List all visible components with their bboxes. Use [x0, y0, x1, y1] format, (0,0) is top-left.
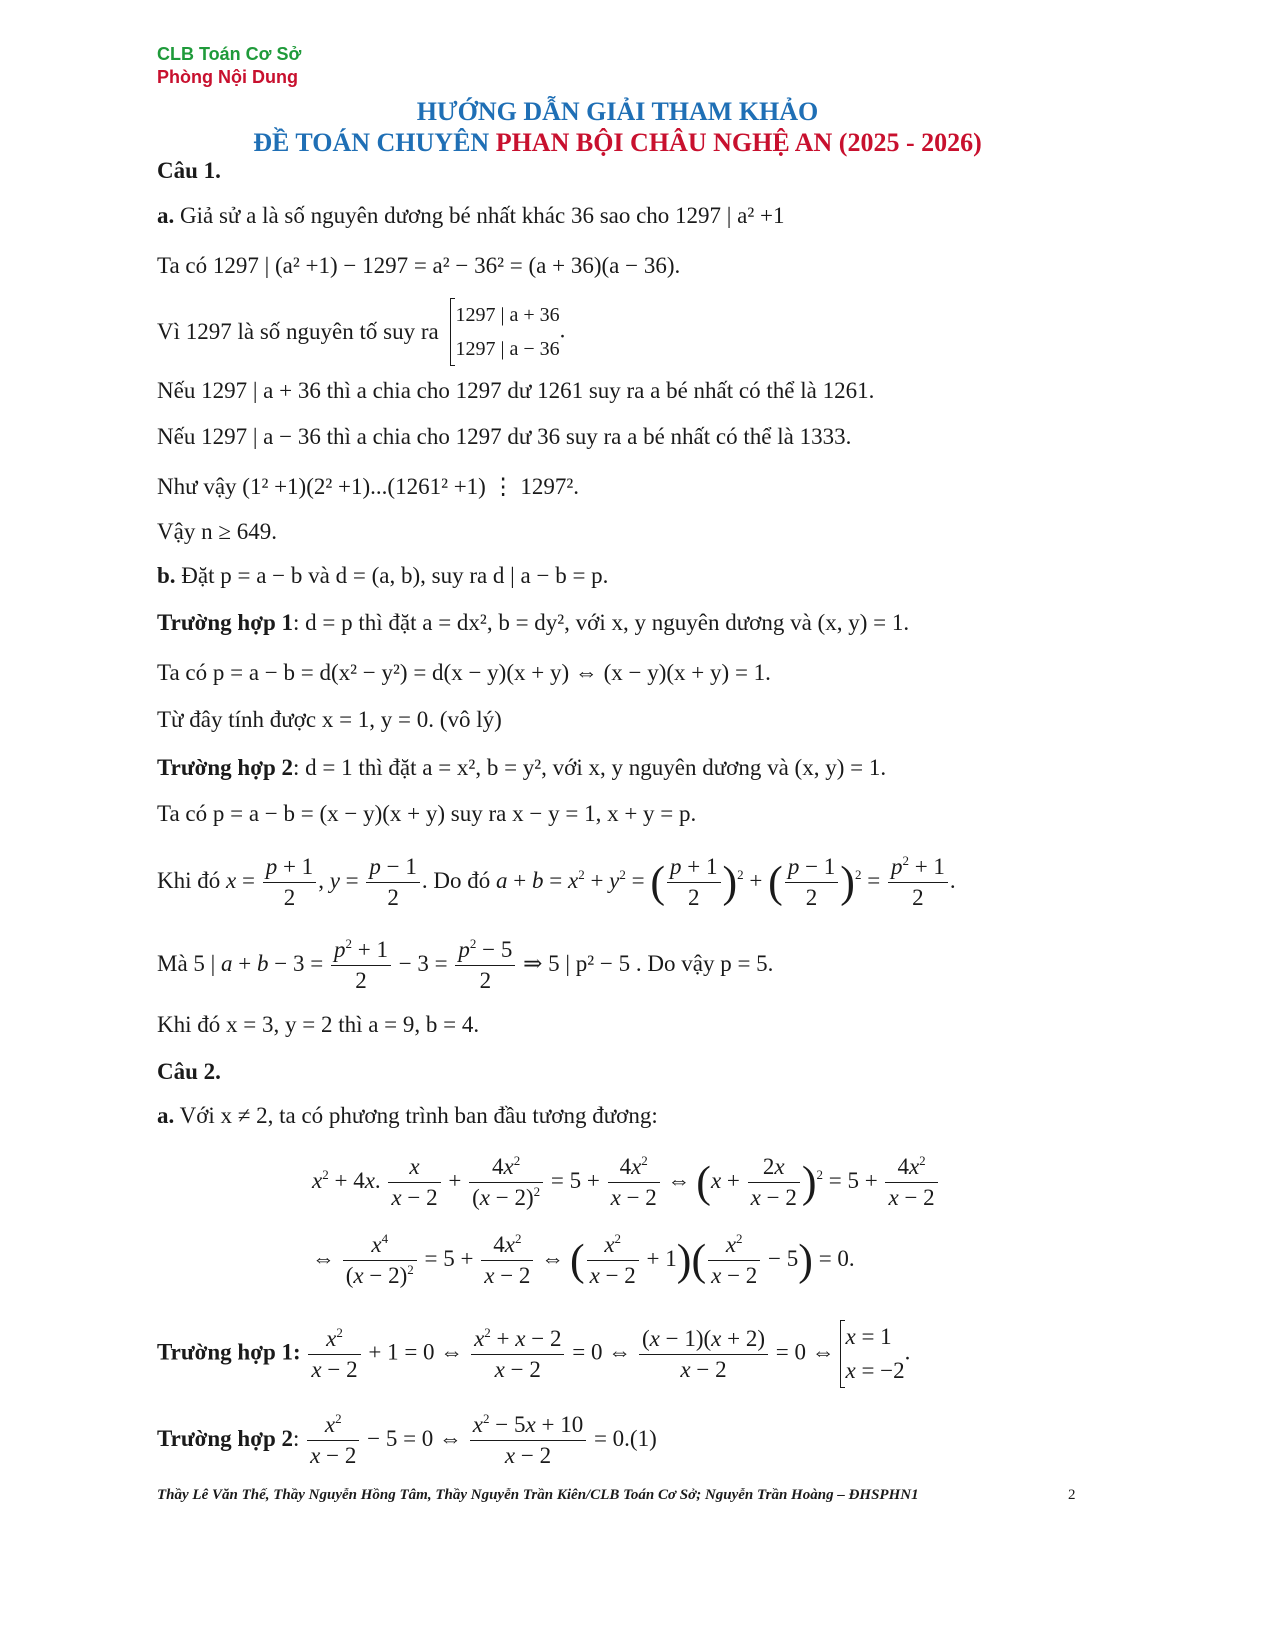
- line-tu-day: Từ đây tính được x = 1, y = 0. (vô lý): [157, 707, 502, 732]
- line-vay: Vậy n ≥ 649.: [157, 519, 277, 544]
- fraction: $\frac{x^2 - 5x + 10}{x - 2}$: [470, 1410, 586, 1471]
- club-name: CLB Toán Cơ Sở: [157, 44, 302, 64]
- fraction: $\frac{2x}{x - 2}$: [748, 1152, 800, 1213]
- fraction: $\frac{x^2}{x - 2}$: [708, 1230, 760, 1291]
- display-equation-2: ⇔ $\frac{x^4}{(x - 2)^2}$ = 5 + $\frac{4x^2}{x - 2}$ ⇔ ( $\frac{x^2}{x - 2}$ + 1)( $\frac{x^2}{x - 2}$ − 5) = 0.: [312, 1230, 855, 1291]
- page-number: 2: [1068, 1487, 1076, 1503]
- footer-authors: Thầy Lê Văn Thế, Thầy Nguyễn Hồng Tâm, Thầy Nguyễn Trần Kiên/CLB Toán Cơ Sở; Nguyễn Trần Hoàng – ĐHSPHN1: [157, 1487, 919, 1503]
- case-1-text: : d = p thì đặt a = dx², b = dy², với x, y nguyên dương và (x, y) = 1.: [293, 610, 910, 635]
- fraction: $\frac{x^2 + x - 2}{x - 2}$: [471, 1324, 564, 1385]
- separator: :: [293, 1425, 300, 1451]
- line-taco-2: Ta có p = a − b = d(x² − y²) = d(x − y)(x + y) ⇔ (x − y)(x + y) = 1.: [157, 660, 771, 685]
- solution-bracket: x = 1 x = −2: [840, 1320, 904, 1388]
- fraction: $\frac{x^2}{x - 2}$: [308, 1324, 360, 1385]
- title-line-1: HƯỚNG DẪN GIẢI THAM KHẢO: [416, 97, 819, 126]
- title-line-2: [0, 128, 1235, 158]
- do-do-label: Do đó: [433, 867, 491, 893]
- case-1-label: Trường hợp 1: [157, 610, 293, 635]
- fraction: $\frac{x}{x - 2}$: [388, 1152, 440, 1213]
- q2-case-1-line: Trường hợp 1: $\frac{x^2}{x - 2}$ + 1 = 0 ⇔ $\frac{x^2 + x - 2}{x - 2}$ = 0 ⇔ $\frac{(x - 1)(x + 2)}{x - 2}$ = 0 ⇔ x = 1 x = −2 .: [157, 1320, 910, 1388]
- case-2: 1297 | a − 36: [455, 332, 559, 366]
- fraction: $\frac{p^2 - 5}{2}$: [455, 935, 515, 996]
- q1b-line: [157, 563, 608, 589]
- case-1-line: [157, 610, 909, 636]
- question-1-heading: Câu 1.: [157, 158, 221, 183]
- fraction: $\frac{p + 1}{2}$: [667, 852, 720, 913]
- fraction: $\frac{4x^2}{(x - 2)^2}$: [469, 1152, 543, 1213]
- line-taco-1: Ta có 1297 | (a² +1) − 1297 = a² − 36² = (a + 36)(a − 36).: [157, 253, 681, 278]
- line-khi-do-2: Khi đó x = 3, y = 2 thì a = 9, b = 4.: [157, 1012, 480, 1037]
- fraction: $\frac{(x - 1)(x + 2)}{x - 2}$: [639, 1324, 768, 1385]
- khi-do-label: Khi đó: [157, 867, 221, 893]
- question-2-heading: Câu 2.: [157, 1059, 221, 1084]
- q1a-line: [157, 203, 785, 229]
- fraction: $\frac{x^2}{x - 2}$: [587, 1230, 639, 1291]
- display-equation-1: $x^2 + 4x$. $\frac{x}{x - 2}$ + $\frac{4x^2}{(x - 2)^2}$ = 5 + $\frac{4x^2}{x - 2}$ ⇔ (x + $\frac{2x}{x - 2}$ )$^2$ = 5 + $\frac{4x^2}{x - 2}$: [312, 1152, 940, 1213]
- fraction: $\frac{p - 1}{2}$: [785, 852, 838, 913]
- q1a-label: a.: [157, 203, 175, 228]
- title-prefix: ĐỀ TOÁN CHUYÊN: [253, 128, 490, 157]
- ma-suffix: ⇒ 5 | p² − 5 . Do vậy p = 5.: [523, 950, 774, 976]
- fraction: $\frac{4x^2}{x - 2}$: [885, 1152, 937, 1213]
- q2a-label: a.: [157, 1103, 175, 1128]
- q1a-text: Giả sử a là số nguyên dương bé nhất khác 36 sao cho 1297 | a² +1: [180, 203, 785, 228]
- case-1: 1297 | a + 36: [455, 298, 559, 332]
- q1b-label: b.: [157, 563, 176, 588]
- fraction: $\frac{p^2 + 1}{2}$: [331, 935, 391, 996]
- q2a-line: [157, 1103, 658, 1129]
- line-vi-text: Vì 1297 là số nguyên tố suy ra: [157, 319, 439, 344]
- case-2-line: [157, 755, 886, 781]
- q1b-text: Đặt p = a − b và d = (a, b), suy ra d | a − b = p.: [181, 563, 609, 588]
- title-school: PHAN BỘI CHÂU NGHỆ AN (2025 - 2026): [495, 128, 982, 157]
- line-neu-2: Nếu 1297 | a − 36 thì a chia cho 1297 dư 36 suy ra a bé nhất có thể là 1333.: [157, 424, 852, 449]
- line-neu-1: Nếu 1297 | a + 36 thì a chia cho 1297 dư 1261 suy ra a bé nhất có thể là 1261.: [157, 378, 875, 403]
- fraction: $\frac{p + 1}{2}$: [263, 852, 316, 913]
- line-khi-do-formula: Khi đó x = $\frac{p + 1}{2}$ , y = $\frac{p - 1}{2}$ . Do đó $a + b = x^2 + y^2$ = ( $\frac{p + 1}{2}$ )$^2$ + ( $\frac{p - 1}{2}$ )$^2$ = $\frac{p^2 + 1}{2}$ .: [157, 852, 956, 913]
- line-nhu-vay: Như vậy (1² +1)(2² +1)...(1261² +1) ⋮ 1297².: [157, 474, 579, 499]
- line-taco-3: Ta có p = a − b = (x − y)(x + y) suy ra x − y = 1, x + y = p.: [157, 801, 697, 826]
- fraction: $\frac{4x^2}{x - 2}$: [481, 1230, 533, 1291]
- case-bracket: [450, 298, 559, 366]
- line-vi: Vì 1297 là số nguyên tố suy ra 1297 | a + 36 1297 | a − 36 .: [157, 298, 565, 366]
- line-ma-formula: Mà 5 | a + b − 3 = $\frac{p^2 + 1}{2}$ − 3 = $\frac{p^2 - 5}{2}$ ⇒ 5 | p² − 5 . Do vậy p = 5.: [157, 935, 773, 996]
- fraction: $\frac{x^4}{(x - 2)^2}$: [343, 1230, 417, 1291]
- q2-case-2-line: Trường hợp 2: $\frac{x^2}{x - 2}$ − 5 = 0 ⇔ $\frac{x^2 - 5x + 10}{x - 2}$ = 0.(1): [157, 1410, 657, 1471]
- case-2-text: : d = 1 thì đặt a = x², b = y², với x, y nguyên dương và (x, y) = 1.: [293, 755, 887, 780]
- q2-case-2-label: Trường hợp 2: [157, 1425, 293, 1451]
- fraction: $\frac{4x^2}{x - 2}$: [608, 1152, 660, 1213]
- q2-case-1-label: Trường hợp 1:: [157, 1339, 301, 1365]
- fraction: $\frac{x^2}{x - 2}$: [307, 1410, 359, 1471]
- ma-label: Mà: [157, 950, 188, 976]
- fraction: $\frac{p - 1}{2}$: [366, 852, 419, 913]
- department-name: Phòng Nội Dung: [157, 67, 298, 87]
- equation-tail: = 0.(1): [593, 1425, 657, 1451]
- case-2-label: Trường hợp 2: [157, 755, 293, 780]
- fraction: $\frac{p^2 + 1}{2}$: [888, 852, 948, 913]
- q2a-text: Với x ≠ 2, ta có phương trình ban đầu tương đương:: [179, 1103, 658, 1128]
